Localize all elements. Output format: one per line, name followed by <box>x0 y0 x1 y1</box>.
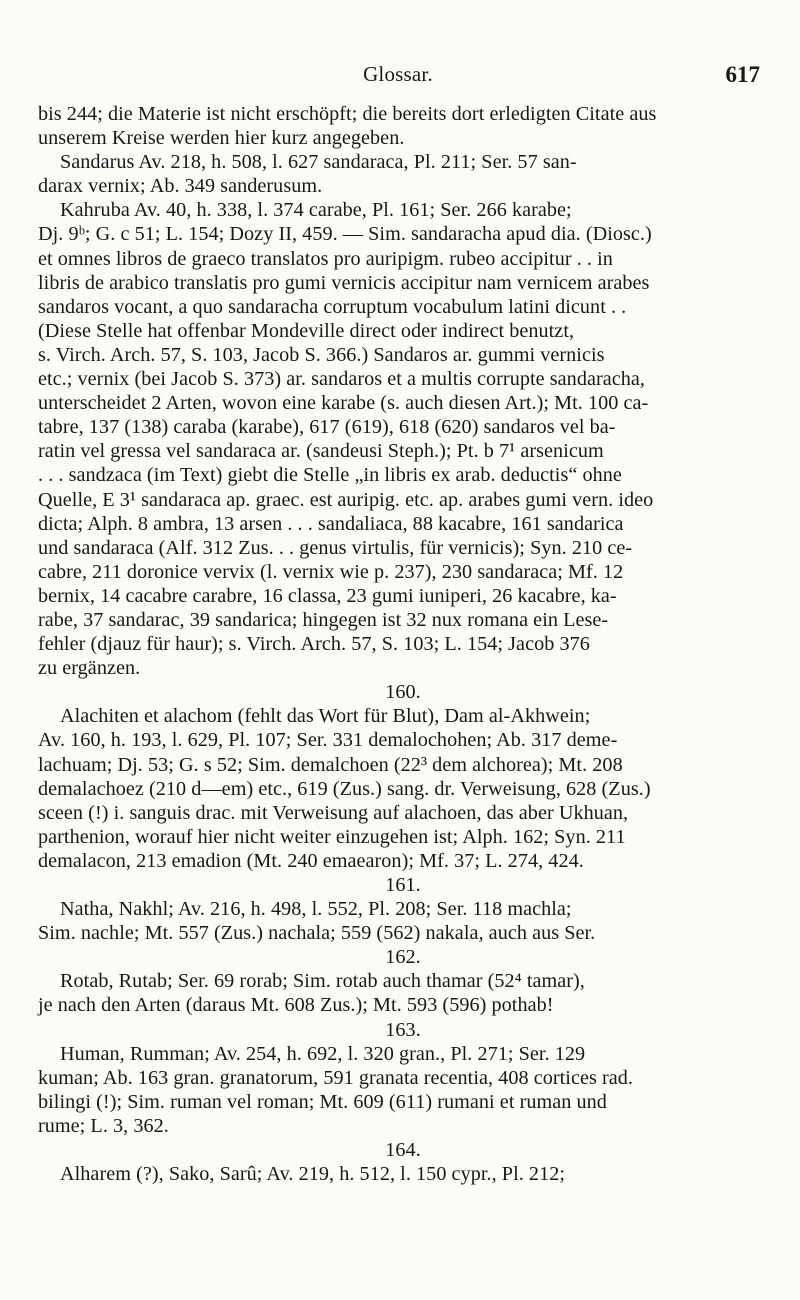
glossary-text-body <box>38 102 760 1186</box>
text-line: parthenion, worauf hier nicht weiter einzugehen ist; Alph. 162; Syn. 211 <box>38 825 626 848</box>
text-line: Quelle, E 3¹ sandaraca ap. graec. est auripig. etc. ap. arabes gumi vern. ideo <box>38 488 654 511</box>
text-line: rume; L. 3, 362. <box>38 1114 169 1137</box>
text-line: ratin vel gressa vel sandaraca ar. (sandeusi Steph.); Pt. b 7¹ arsenicum <box>38 440 604 463</box>
text-line: Alachiten et alachom (fehlt das Wort für Blut), Dam al-Akhwein; <box>60 705 591 728</box>
text-line: Alharem (?), Sako, Sarû; Av. 219, h. 512, l. 150 cypr., Pl. 212; <box>60 1163 566 1186</box>
text-line: und sandaraca (Alf. 312 Zus. . . genus virtulis, für vernicis); Syn. 210 ce- <box>38 536 633 559</box>
text-line: demalacon, 213 emadion (Mt. 240 emaearon); Mf. 37; L. 274, 424. <box>38 849 584 872</box>
running-title: Glossar. <box>363 62 433 86</box>
text-line: (Diese Stelle hat offenbar Mondeville direct oder indirect benutzt, <box>38 319 575 342</box>
section-number: 161. <box>385 874 421 896</box>
text-line: bis 244; die Materie ist nicht erschöpft; die bereits dort erledigten Citate aus <box>38 103 657 125</box>
text-line: fehler (djauz für haur); s. Virch. Arch. 57, S. 103; L. 154; Jacob 376 <box>38 633 590 656</box>
text-line: Dj. 9ᵇ; G. c 51; L. 154; Dozy II, 459. — Sim. sandaracha apud dia. (Diosc.) <box>38 223 652 246</box>
text-line: Natha, Nakhl; Av. 216, h. 498, l. 552, Pl. 208; Ser. 118 machla; <box>60 898 572 921</box>
text-line: s. Virch. Arch. 57, S. 103, Jacob S. 366.) Sandaros ar. gummi vernicis <box>38 343 605 366</box>
text-line: Human, Rumman; Av. 254, h. 692, l. 320 gran., Pl. 271; Ser. 129 <box>60 1042 586 1065</box>
text-line: . . . sandzaca (im Text) giebt die Stelle „in libris ex arab. deductis“ ohne <box>38 464 622 487</box>
text-line: cabre, 211 doronice vervix (l. vernix wie p. 237), 230 sandaraca; Mf. 12 <box>38 560 624 583</box>
text-line: lachuam; Dj. 53; G. s 52; Sim. demalchoen (22³ dem alchorea); Mt. 208 <box>38 753 623 776</box>
text-line: je nach den Arten (daraus Mt. 608 Zus.); Mt. 593 (596) pothab! <box>38 994 554 1017</box>
text-line: demalachoez (210 d—em) etc., 619 (Zus.) sang. dr. Verweisung, 628 (Zus.) <box>38 777 651 800</box>
text-line: unserem Kreise werden hier kurz angegeben. <box>38 127 405 150</box>
page-number: 617 <box>725 62 760 87</box>
text-line: Sim. nachle; Mt. 557 (Zus.) nachala; 559 (562) nakala, auch aus Ser. <box>38 922 596 945</box>
text-line: tabre, 137 (138) caraba (karabe), 617 (619), 618 (620) sandaros vel ba- <box>38 416 616 439</box>
text-line: sceen (!) i. sanguis drac. mit Verweisung auf alachoen, das aber Ukhuan, <box>38 801 629 824</box>
text-line: et omnes libros de graeco translatos pro auripigm. rubeo accipitur . . in <box>38 247 613 270</box>
text-line: dicta; Alph. 8 ambra, 13 arsen . . . sandaliaca, 88 kacabre, 161 sandarica <box>38 512 624 535</box>
text-line: Rotab, Rutab; Ser. 69 rorab; Sim. rotab auch thamar (52⁴ tamar), <box>60 970 585 993</box>
text-line: libris de arabico translatis pro gumi vernicis accipitur nam vernicem arabes <box>38 271 650 294</box>
section-number: 160. <box>385 681 421 704</box>
text-line: bilingi (!); Sim. ruman vel roman; Mt. 609 (611) rumani et ruman und <box>38 1090 607 1113</box>
text-line: Sandarus Av. 218, h. 508, l. 627 sandaraca, Pl. 211; Ser. 57 san- <box>60 151 577 174</box>
text-line: unterscheidet 2 Arten, wovon eine karabe (s. auch diesen Art.); Mt. 100 ca- <box>38 392 649 415</box>
text-line: rabe, 37 sandarac, 39 sandarica; hingegen ist 32 nux romana ein Lese- <box>38 608 609 631</box>
text-line: bernix, 14 cacabre carabre, 16 classa, 23 gumi iuniperi, 26 kacabre, ka- <box>38 584 617 607</box>
text-line: kuman; Ab. 163 gran. granatorum, 591 granata recentia, 408 cortices rad. <box>38 1066 633 1089</box>
text-line: Kahruba Av. 40, h. 338, l. 374 carabe, Pl. 161; Ser. 266 karabe; <box>60 199 572 222</box>
text-line: etc.; vernix (bei Jacob S. 373) ar. sandaros et a multis corrupte sandaracha, <box>38 368 646 391</box>
text-line: sandaros vocant, a quo sandaracha corruptum vocabulum latini dicunt . . <box>38 295 627 318</box>
section-number: 164. <box>385 1139 421 1162</box>
text-line: Av. 160, h. 193, l. 629, Pl. 107; Ser. 331 demalochohen; Ab. 317 deme- <box>38 729 618 752</box>
section-number: 163. <box>385 1018 421 1041</box>
page-header <box>36 58 760 94</box>
text-line: darax vernix; Ab. 349 sanderusum. <box>38 175 323 198</box>
text-line: zu ergänzen. <box>38 657 141 680</box>
section-number: 162. <box>385 946 421 969</box>
